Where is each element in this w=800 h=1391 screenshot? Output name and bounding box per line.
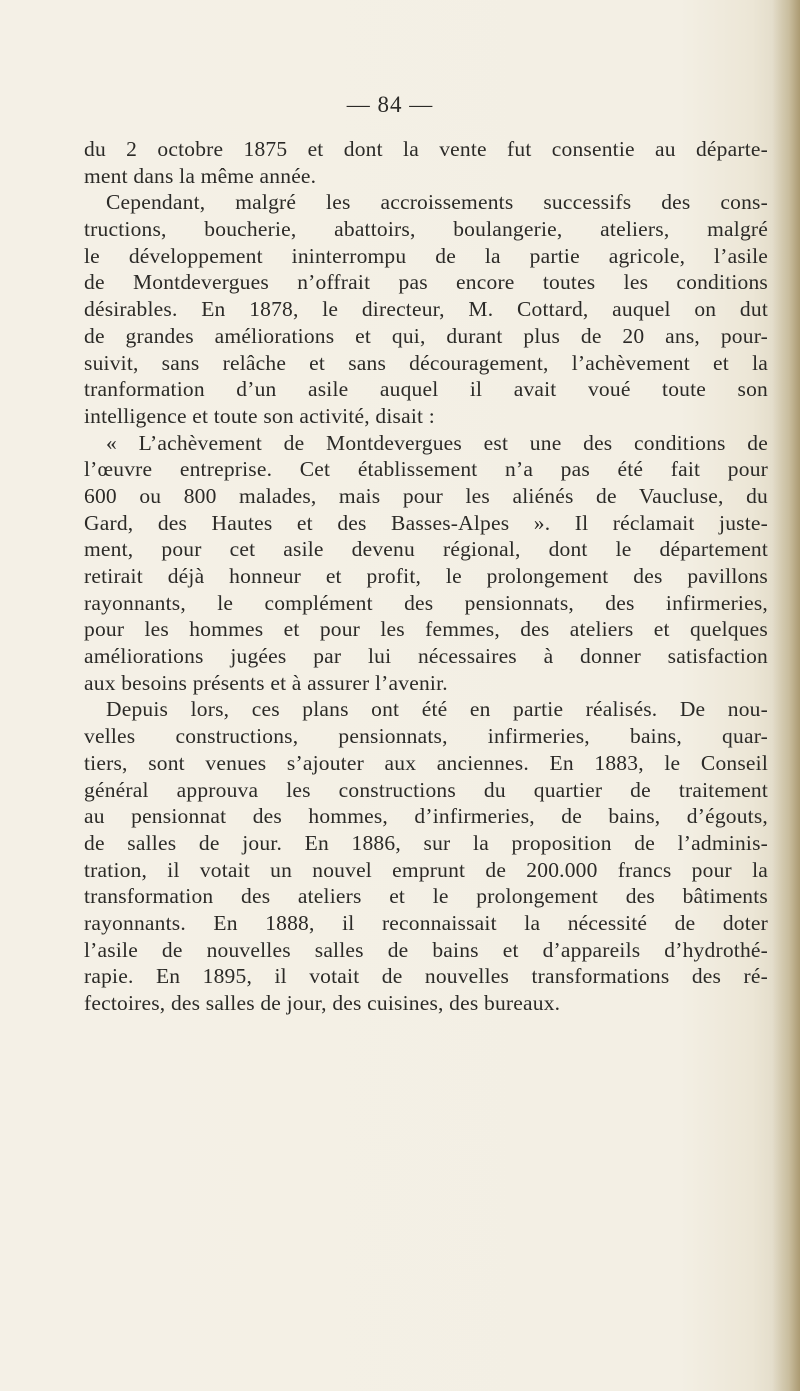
body-text bbox=[84, 136, 768, 1017]
text-line: fectoires, des salles de jour, des cuisines, des bureaux. bbox=[84, 991, 561, 1015]
text-line: rayonnants, le complément des pensionnats, des infirmeries, bbox=[84, 590, 768, 615]
text-line: tiers, sont venues s’ajouter aux anciennes. En 1883, le Conseil bbox=[84, 750, 768, 775]
page-number: — 84 — bbox=[346, 92, 434, 117]
text-line: tration, il votait un nouvel emprunt de 200.000 francs pour la bbox=[84, 857, 768, 882]
text-line: ment, pour cet asile devenu régional, dont le département bbox=[84, 537, 768, 562]
text-line: de grandes améliorations et qui, durant plus de 20 ans, pour- bbox=[84, 323, 768, 348]
text-line: transformation des ateliers et le prolongement des bâtiments bbox=[84, 884, 768, 909]
text-line: l’asile de nouvelles salles de bains et d’appareils d’hydrothé- bbox=[84, 937, 768, 962]
text-line: tranformation d’un asile auquel il avait voué toute son bbox=[84, 377, 768, 402]
text-line: ment dans la même année. bbox=[84, 163, 317, 188]
text-line: 600 ou 800 malades, mais pour les aliénés de Vaucluse, du bbox=[84, 483, 768, 508]
text-line: Gard, des Hautes et des Basses-Alpes ». Il réclamait juste- bbox=[84, 510, 768, 535]
text-line: velles constructions, pensionnats, infirmeries, bains, quar- bbox=[84, 724, 768, 749]
text-line: de Montdevergues n’offrait pas encore toutes les conditions bbox=[84, 270, 768, 295]
text-line: au pensionnat des hommes, d’infirmeries, de bains, d’égouts, bbox=[84, 804, 768, 829]
text-line: retirait déjà honneur et profit, le prolongement des pavillons bbox=[84, 564, 768, 588]
text-line: suivit, sans relâche et sans découragement, l’achèvement et la bbox=[84, 350, 768, 375]
text-line: Depuis lors, ces plans ont été en partie réalisés. De nou- bbox=[106, 697, 768, 722]
text-line: aux besoins présents et à assurer l’avenir. bbox=[84, 670, 448, 695]
text-line: tructions, boucherie, abattoirs, boulangerie, ateliers, malgré bbox=[84, 217, 768, 242]
text-line: général approuva les constructions du quartier de traitement bbox=[84, 777, 768, 802]
text-line: rapie. En 1895, il votait de nouvelles transformations des ré- bbox=[84, 964, 768, 989]
text-line: désirables. En 1878, le directeur, M. Cottard, auquel on dut bbox=[84, 297, 768, 322]
text-line: l’œuvre entreprise. Cet établissement n’a pas été fait pour bbox=[84, 457, 768, 482]
text-line: améliorations jugées par lui nécessaires à donner satisfaction bbox=[84, 644, 768, 669]
page-edge-shadow bbox=[772, 0, 800, 1391]
text-line: du 2 octobre 1875 et dont la vente fut consentie au départe- bbox=[84, 137, 768, 161]
text-line: rayonnants. En 1888, il reconnaissait la nécessité de doter bbox=[84, 910, 768, 935]
text-line: « L’achèvement de Montdevergues est une des conditions de bbox=[106, 430, 768, 455]
text-line: de salles de jour. En 1886, sur la proposition de l’adminis- bbox=[84, 830, 768, 855]
text-line: intelligence et toute son activité, disait : bbox=[84, 403, 435, 428]
text-line: pour les hommes et pour les femmes, des ateliers et quelques bbox=[84, 617, 768, 642]
text-line: le développement ininterrompu de la partie agricole, l’asile bbox=[84, 243, 768, 268]
text-line: Cependant, malgré les accroissements successifs des cons- bbox=[106, 190, 768, 215]
